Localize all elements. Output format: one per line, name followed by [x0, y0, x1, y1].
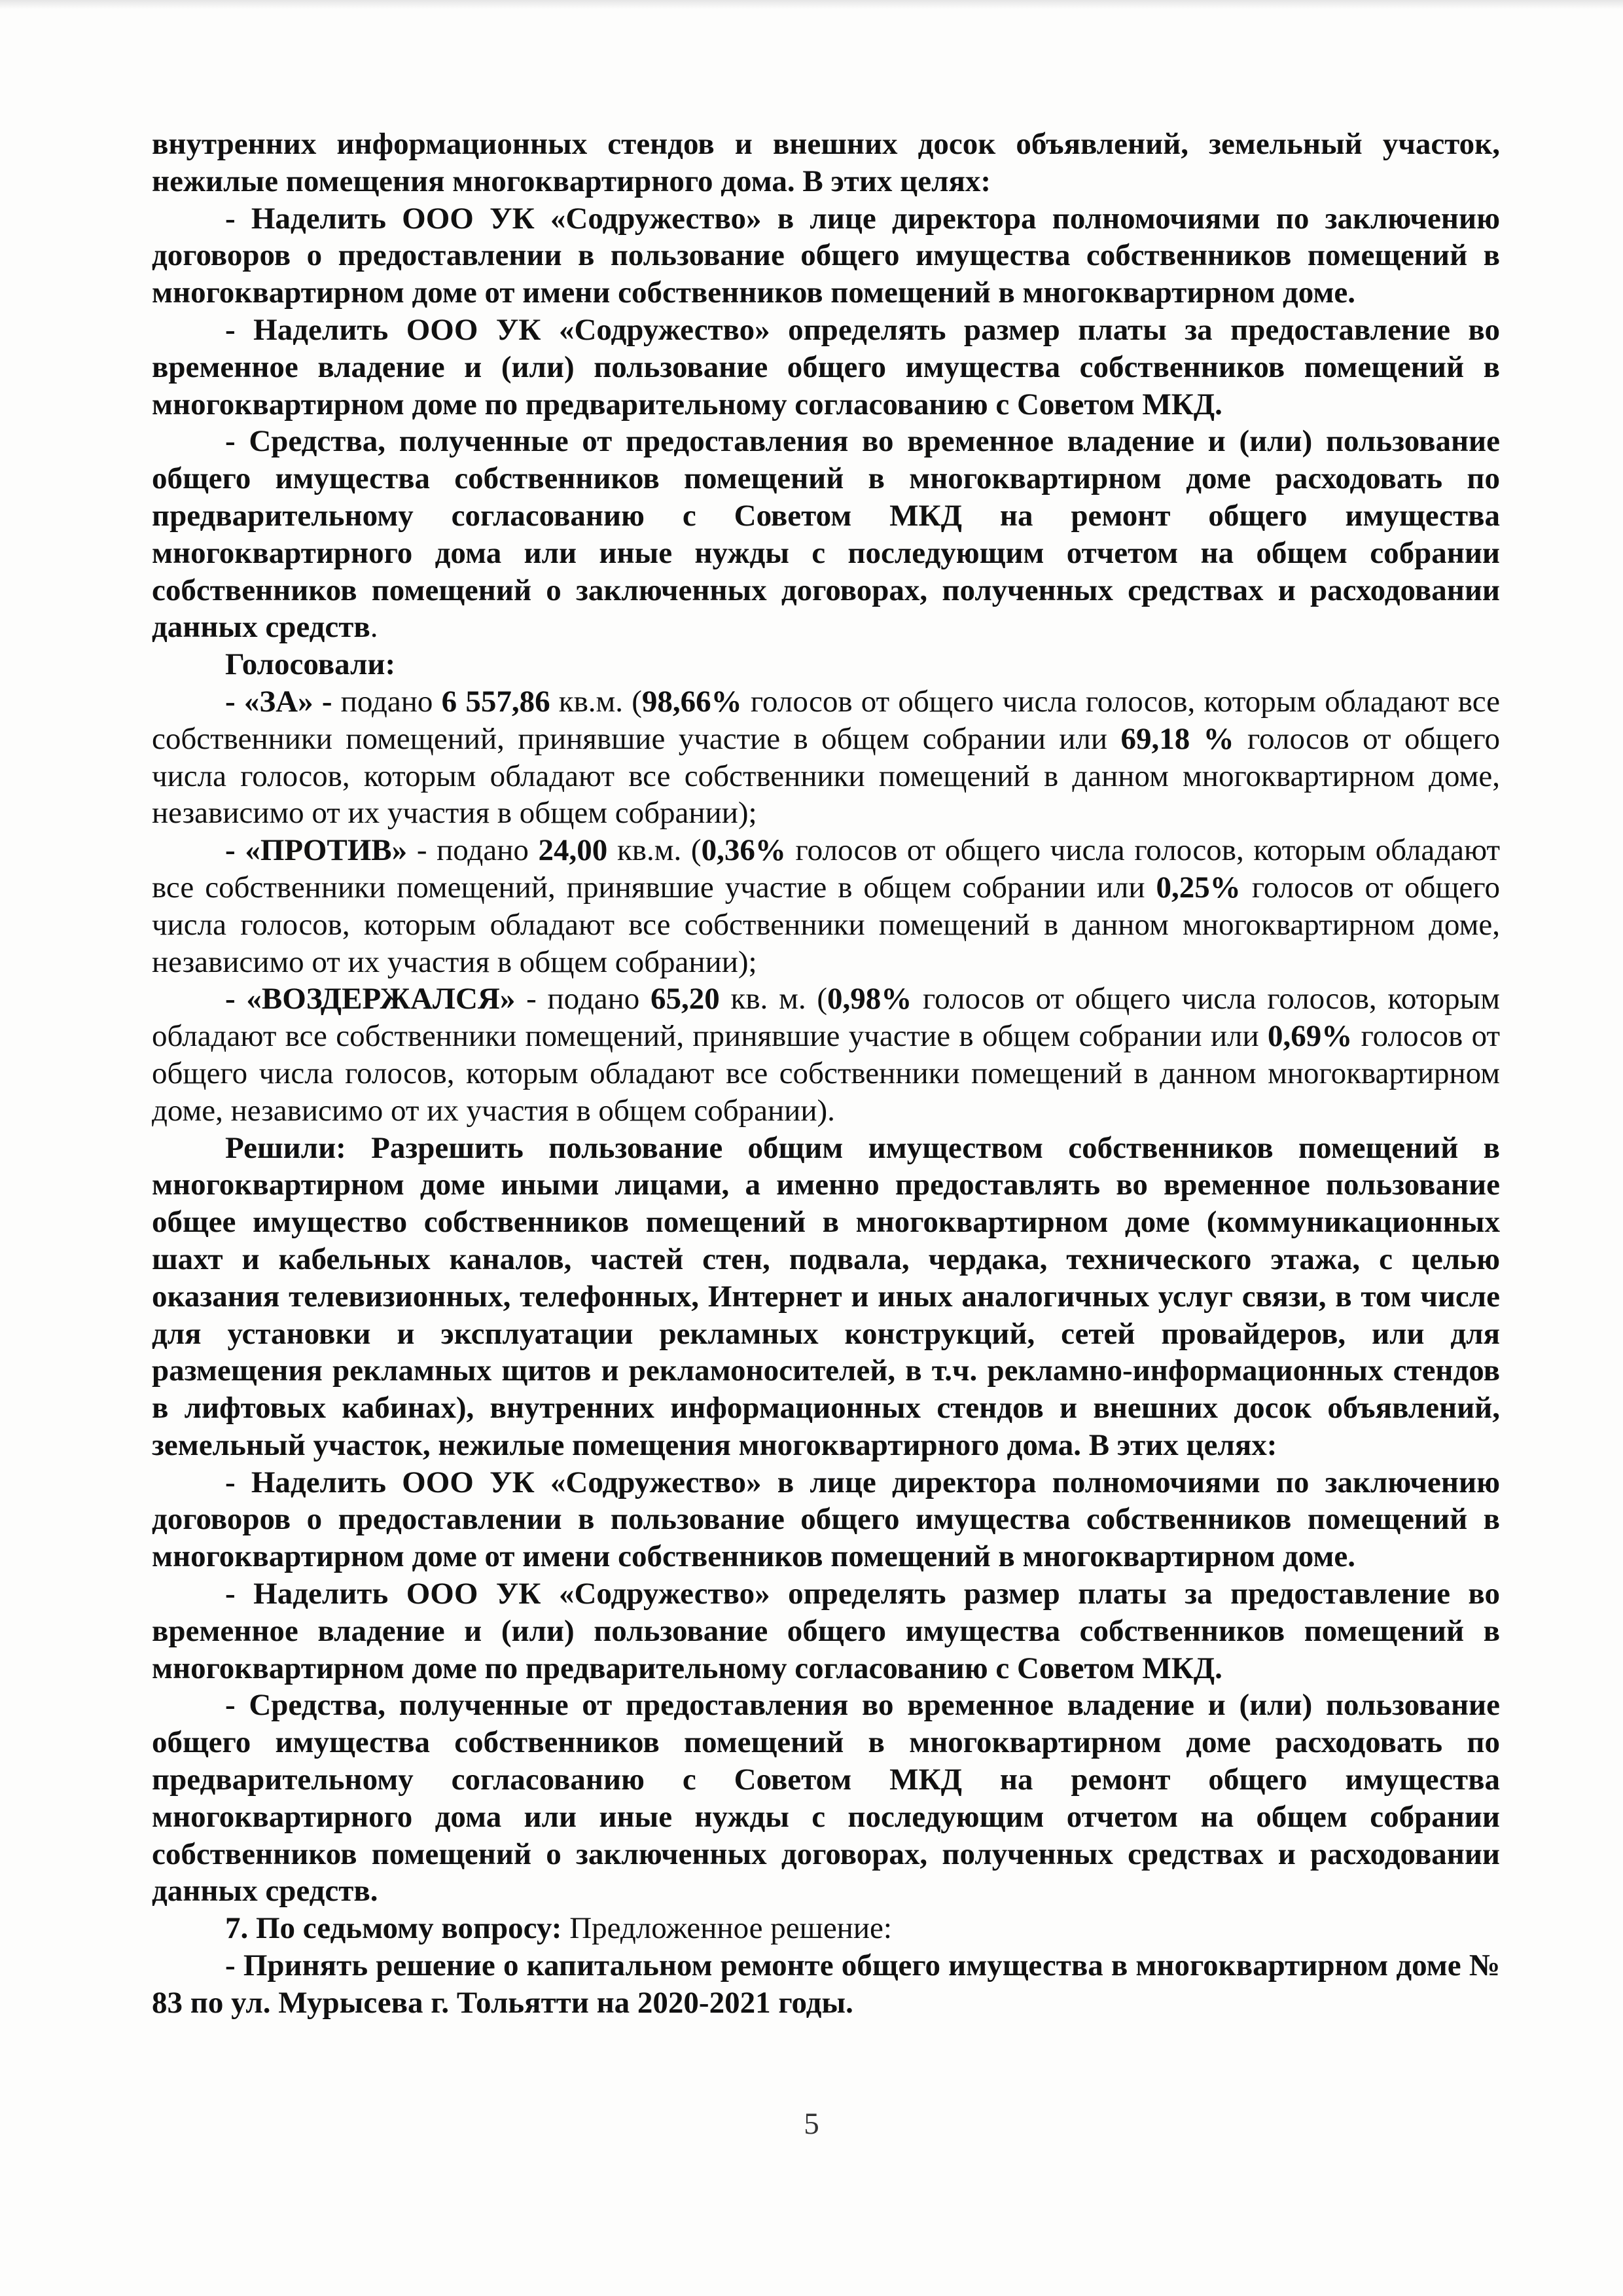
bold-text-run: - Наделить ООО УК «Содружество» определять размер платы за предоставление во временное владение и (или) пользование общего имущества собственников помещений в многоквартирном доме по предварительному согласованию с Советом МКД.	[152, 312, 1500, 422]
bold-text-run: - «ЗА» -	[225, 684, 332, 719]
bold-text-run: - Наделить ООО УК «Содружество» в лице директора полномочиями по заключению договоров о предоставлении в пользование общего имущества собственников помещений в многоквартирном доме от имени собственников помещений в многоквартирном доме.	[152, 201, 1500, 310]
text-run: Предложенное решение:	[562, 1911, 892, 1946]
paragraph	[152, 423, 1500, 646]
text-run: подано	[332, 684, 442, 719]
text-run: голосов от общего числа голосов, которым обладают все собственники помещений в данном многоквартирном доме, независимо от их участия в общем собрании).	[152, 1019, 1500, 1128]
paragraph	[152, 1947, 1500, 2022]
text-run: голосов от общего числа голосов, которым обладают все собственники помещений, принявшие участие в общем собрании или	[152, 833, 1501, 905]
bold-text-run: 24,00	[538, 833, 608, 868]
scan-top-edge	[0, 0, 1623, 9]
bold-text-run: - «ПРОТИВ»	[225, 833, 408, 868]
bold-text-run: - Средства, полученные от предоставления во временное владение и (или) пользование общего имущества собственников помещений в многоквартирном доме расходовать по предварительному согласованию с Советом МКД на ремонт общего имущества многоквартирного дома или иные нужды с последующим отчетом на общем собрании собственников помещений о заключенных договорах, полученных средствах и расходовании данных средств	[152, 424, 1500, 645]
paragraph	[152, 980, 1500, 1129]
paragraph	[152, 126, 1500, 200]
text-run: - подано	[407, 833, 539, 868]
text-run: .	[370, 610, 378, 645]
bold-text-run: - Принять решение о капитальном ремонте общего имущества в многоквартирном доме № 83 по ул. Мурысева г. Тольятти на 2020-2021 годы.	[152, 1948, 1500, 2020]
bold-text-run: 7. По седьмому вопросу:	[225, 1911, 562, 1946]
paragraph	[152, 1464, 1500, 1575]
bold-text-run: 0,25%	[1156, 870, 1241, 905]
paragraph	[152, 312, 1500, 423]
bold-text-run: - Средства, полученные от предоставления во временное владение и (или) пользование общего имущества собственников помещений в многоквартирном доме расходовать по предварительному согласованию с Советом МКД на ремонт общего имущества многоквартирного дома или иные нужды с последующим отчетом на общем собрании собственников помещений о заключенных договорах, полученных средствах и расходовании данных средств.	[152, 1688, 1500, 1909]
bold-text-run: 6 557,86	[441, 684, 550, 719]
paragraph	[152, 200, 1500, 312]
text-run: голосов от общего числа голосов, которым обладают все собственники помещений в данном многоквартирном доме, независимо от их участия в общем собрании);	[152, 870, 1501, 979]
paragraph	[152, 832, 1500, 980]
bold-text-run: - Наделить ООО УК «Содружество» определять размер платы за предоставление во временное владение и (или) пользование общего имущества собственников помещений в многоквартирном доме по предварительному согласованию с Советом МКД.	[152, 1577, 1500, 1685]
bold-text-run: Голосовали:	[225, 647, 396, 682]
bold-text-run: 98,66%	[641, 684, 742, 719]
bold-text-run: 0,69%	[1268, 1019, 1353, 1054]
text-run: голосов от общего числа голосов, которым обладают все собственники помещений, принявшие участие в общем собрании или	[152, 982, 1500, 1054]
page-number: 5	[804, 2107, 819, 2141]
paragraph	[152, 646, 1500, 683]
bold-text-run: 0,98%	[827, 982, 912, 1016]
text-run: кв. м. (	[719, 982, 827, 1016]
paragraph	[152, 1910, 1500, 1947]
paragraph	[152, 1575, 1500, 1687]
bold-text-run: 69,18 %	[1120, 721, 1234, 756]
paragraph	[152, 1687, 1500, 1910]
bold-text-run: Решили: Разрешить пользование общим имуществом собственников помещений в многоквартирном доме иными лицами, а именно предоставлять во временное пользование общее имущество собственников помещений в многоквартирном доме (коммуникационных шахт и кабельных каналов, частей стен, подвала, чердака, технического этажа, с целью оказания телевизионных, телефонных, Интернет и иных аналогичных услуг связи, в том числе для установки и эксплуатации рекламных конструкций, сетей провайдеров, или для размещения рекламных щитов и рекламоносителей, в т.ч. рекламно-информационных стендов в лифтовых кабинах), внутренних информационных стендов и внешних досок объявлений, земельный участок, нежилые помещения многоквартирного дома. В этих целях:	[152, 1130, 1500, 1462]
bold-text-run: - Наделить ООО УК «Содружество» в лице директора полномочиями по заключению договоров о предоставлении в пользование общего имущества собственников помещений в многоквартирном доме от имени собственников помещений в многоквартирном доме.	[152, 1465, 1500, 1574]
bold-text-run: 65,20	[651, 982, 720, 1016]
paragraph	[152, 1130, 1500, 1464]
text-run: кв.м. (	[550, 684, 642, 719]
paragraph	[152, 683, 1500, 832]
text-run: голосов от общего числа голосов, которым обладают все собственники помещений, принявшие участие в общем собрании или	[152, 684, 1501, 756]
bold-text-run: - «ВОЗДЕРЖАЛСЯ»	[225, 982, 516, 1016]
document-body	[152, 126, 1500, 2022]
text-run: - подано	[515, 982, 651, 1016]
bold-text-run: 0,36%	[701, 833, 786, 868]
text-run: голосов от общего числа голосов, которым обладают все собственники помещений в данном многоквартирном доме, независимо от их участия в общем собрании);	[152, 721, 1501, 831]
bold-text-run: внутренних информационных стендов и внешних досок объявлений, земельный участок, нежилые помещения многоквартирного дома. В этих целях:	[152, 127, 1500, 198]
text-run: кв.м. (	[607, 833, 702, 868]
